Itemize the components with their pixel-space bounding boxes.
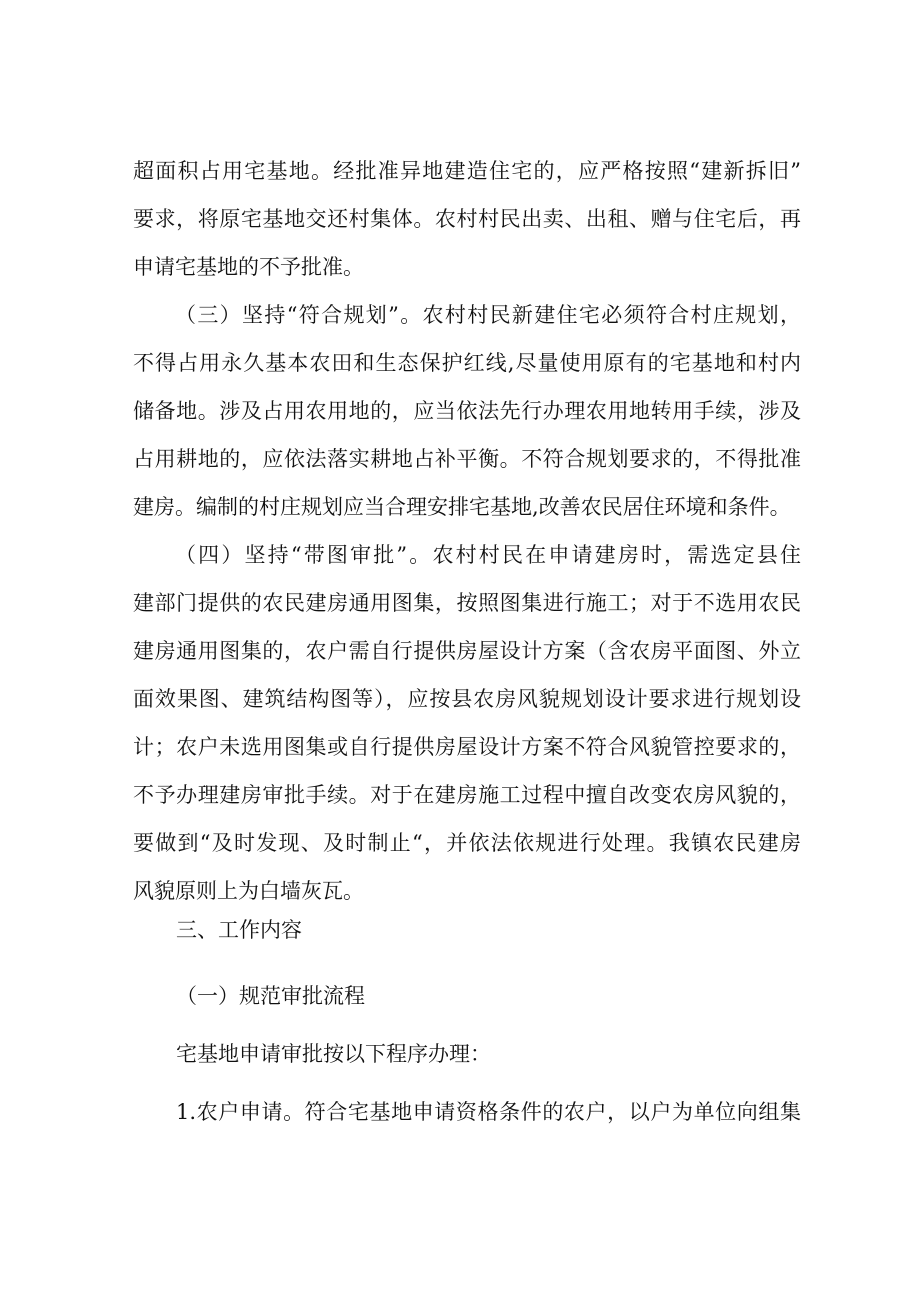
step-paragraph — [176, 1088, 801, 1136]
text-line: 申请宅基地的不予批准。 — [133, 255, 364, 279]
text-line: 面效果图、建筑结构图等），应按县农房风貌规划设计要求进行规划设 — [133, 687, 801, 711]
text-line: 建房。编制的村庄规划应当合理安排宅基地,改善农民居住环境和条件。 — [133, 495, 791, 519]
text-line: 储备地。涉及占用农用地的，应当依法先行办理农用地转用手续，涉及 — [133, 399, 801, 423]
text-line: 建部门提供的农民建房通用图集，按照图集进行施工；对于不选用农民 — [133, 591, 801, 615]
text-line: 占用耕地的，应依法落实耕地占补平衡。不符合规划要求的，不得批准 — [133, 447, 801, 471]
text-line: （四）坚持“带图审批”。农村村民在申请建房时，需选定县住 — [175, 543, 801, 567]
text-line: 计；农户未选用图集或自行提供房屋设计方案不符合风貌管控要求的， — [133, 735, 801, 759]
text-line: 要做到“及时发现、及时制止“，并依法依规进行处理。我镇农民建房 — [133, 831, 801, 855]
intro-line: 宅基地申请审批按以下程序办理： — [176, 1042, 491, 1066]
text-line: （三）坚持“符合规划”。农村村民新建住宅必须符合村庄规划， — [175, 303, 801, 327]
text-line: 超面积占用宅基地。经批准异地建造住宅的，应严格按照“建新拆旧” — [133, 159, 801, 183]
text-line: 不得占用永久基本农田和生态保护红线,尽量使用原有的宅基地和村内 — [133, 351, 801, 375]
paragraph-1 — [133, 147, 801, 291]
paragraph-3 — [133, 531, 801, 915]
text-line: 建房通用图集的，农户需自行提供房屋设计方案（含农房平面图、外立 — [133, 639, 801, 663]
section-heading: 三、工作内容 — [176, 918, 302, 942]
text-line: 要求，将原宅基地交还村集体。农村村民出卖、出租、赠与住宅后，再 — [133, 207, 801, 231]
sub-heading: （一）规范审批流程 — [176, 984, 365, 1008]
text-line: 风貌原则上为白墙灰瓦。 — [133, 879, 364, 903]
paragraph-2 — [133, 291, 801, 531]
text-line: 1.农户申请。符合宅基地申请资格条件的农户，以户为单位向组集 — [176, 1100, 801, 1124]
text-line: 不予办理建房审批手续。对于在建房施工过程中擅自改变农房风貌的， — [133, 783, 801, 807]
